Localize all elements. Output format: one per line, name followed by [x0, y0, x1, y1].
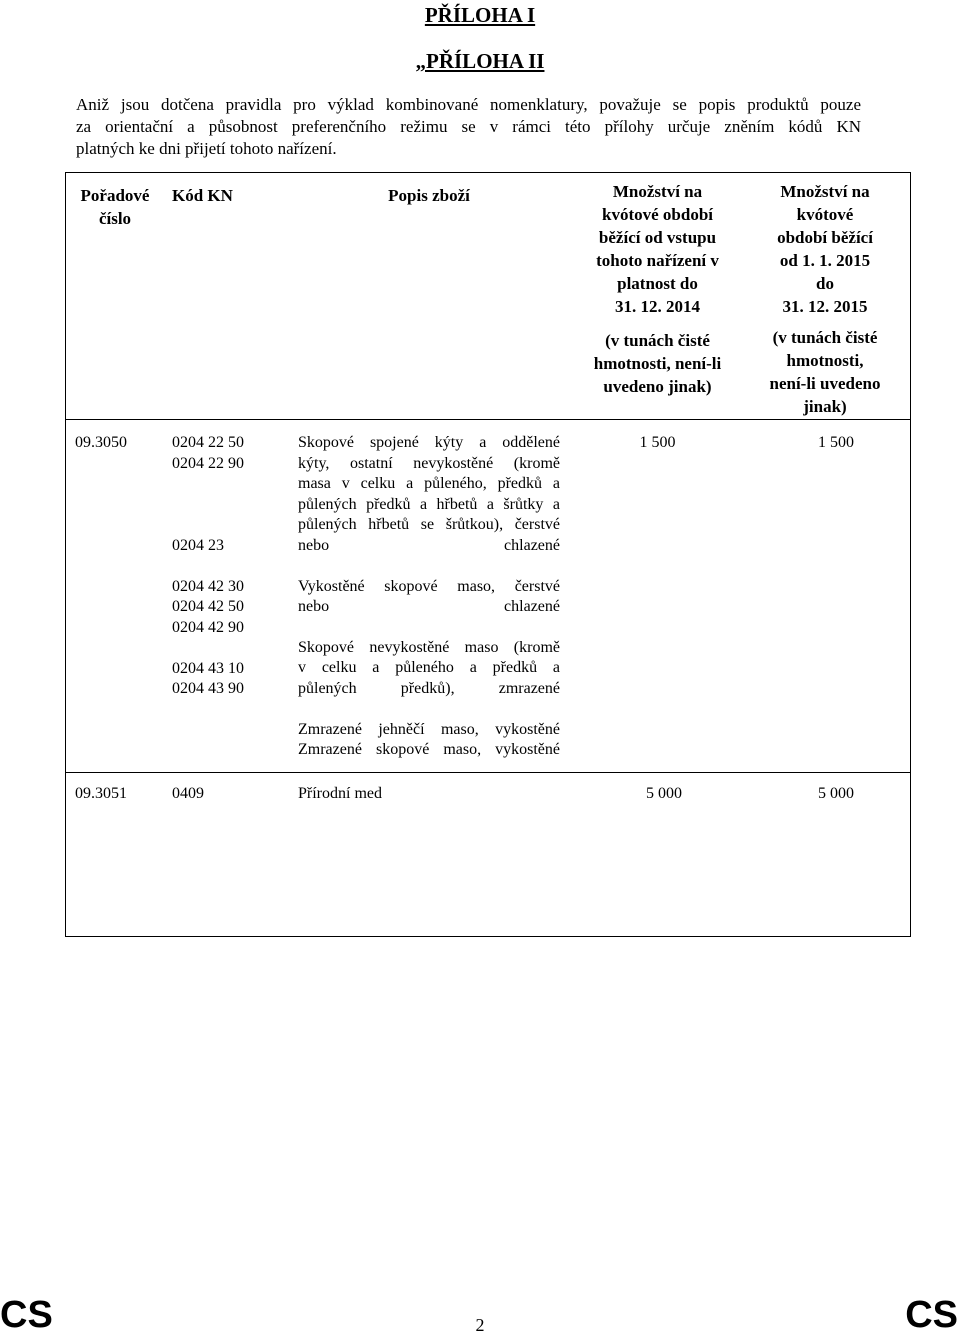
description-line: Zmrazené skopové maso, vykostěné — [298, 741, 560, 759]
row-cn-code: 0409 — [172, 785, 204, 802]
header-order-number — [70, 184, 160, 230]
description-line: půlených předků a hřbetů a šrůtky a — [298, 495, 560, 513]
description-line: nebo chlazené — [298, 598, 560, 616]
cn-code: 0204 42 30 — [172, 577, 244, 595]
description-line: masa v celku a půleného, předků a — [298, 475, 560, 493]
header-quantity-2014-line: běžící od vstupu — [598, 228, 717, 247]
row-description: Přírodní med — [298, 785, 382, 802]
cn-code-group — [172, 536, 282, 557]
cn-code-group — [172, 433, 282, 474]
description-group — [298, 433, 560, 557]
header-quantity-2014-line: 31. 12. 2014 — [615, 297, 700, 316]
cn-code: 0204 43 90 — [172, 680, 244, 698]
description-line: půlených předků), zmrazené — [298, 679, 560, 697]
header-quantity-2014-line: platnost do — [617, 274, 698, 293]
row-quantity-2014: 5 000 — [646, 785, 682, 802]
description-group — [298, 720, 560, 761]
header-quantity-2015 — [750, 180, 900, 418]
cn-code: 0204 22 50 — [172, 434, 244, 451]
footer-language-label-right: CS — [905, 1294, 958, 1336]
intro-line: platných ke dni přijetí tohoto nařízení. — [76, 139, 337, 158]
description-line: Vykostěné skopové maso, čerstvé — [298, 577, 560, 595]
header-quantity-2015-line: 31. 12. 2015 — [782, 297, 868, 316]
row-quantity-2015: 1 500 — [818, 434, 854, 451]
footer-language-label-left: CS — [0, 1294, 53, 1336]
row-order-number: 09.3051 — [75, 785, 127, 802]
header-quantity-2015-unit — [750, 326, 900, 418]
header-quantity-2014-line: Množství na — [612, 182, 703, 201]
header-unit-line: (v tunách čisté — [605, 331, 710, 350]
row-quantity-2015: 5 000 — [818, 785, 854, 802]
annex-title-1: PŘÍLOHA I — [424, 3, 536, 27]
description-line: v celku a půleného a předků a — [298, 659, 560, 677]
header-quantity-2015-line: do — [816, 274, 834, 293]
row-descriptions — [298, 433, 560, 761]
header-quantity-2015-line: období běžící — [777, 228, 873, 247]
header-quantity-2014-line: kvótové období — [602, 205, 713, 224]
intro-paragraph — [76, 94, 861, 160]
description-group — [298, 638, 560, 700]
cn-code: 0204 43 10 — [172, 659, 244, 677]
header-order-number-line: číslo — [98, 209, 132, 228]
description-line: Skopové nevykostěné maso (kromě — [298, 638, 560, 656]
header-description: Popis zboží — [388, 186, 470, 205]
row-cn-codes — [172, 433, 282, 700]
header-unit-line: jinak) — [803, 397, 847, 416]
cn-code: 0204 42 90 — [172, 618, 244, 636]
description-line: kýty, ostatní nevykostěné (kromě — [298, 454, 560, 472]
cn-code: 0204 42 50 — [172, 598, 244, 616]
header-quantity-2014-line: tohoto nařízení v — [596, 251, 719, 270]
description-line: Skopové spojené kýty a oddělené — [298, 434, 560, 451]
header-quantity-2014 — [570, 180, 745, 398]
header-cn-code: Kód KN — [172, 186, 233, 205]
cn-code-group — [172, 577, 282, 639]
header-unit-line: není-li uvedeno — [769, 374, 881, 393]
intro-line: za orientační a působnost preferenčního režimu se v rámci této přílohy určuje zněním kódů KN — [76, 117, 861, 136]
header-unit-line: hmotnosti, — [786, 351, 864, 370]
cn-code-group — [172, 659, 282, 700]
header-unit-line: hmotnosti, není-li — [593, 354, 722, 373]
header-order-number-line: Pořadové — [80, 186, 150, 205]
header-quantity-2015-line: od 1. 1. 2015 — [779, 251, 871, 270]
description-group — [298, 577, 560, 618]
description-line: nebo chlazené — [298, 536, 560, 554]
header-divider — [65, 419, 911, 420]
row-order-number: 09.3050 — [75, 434, 127, 451]
intro-line: Aniž jsou dotčena pravidla pro výklad kombinované nomenklatury, považuje se popis produktů pouze — [76, 95, 861, 114]
row-quantity-2014: 1 500 — [639, 434, 676, 451]
page-number: 2 — [475, 1315, 485, 1335]
annex-title-2: „PŘÍLOHA II — [415, 49, 545, 73]
row-divider — [65, 772, 911, 773]
header-unit-line: uvedeno jinak) — [603, 377, 712, 396]
header-quantity-2015-line: kvótové — [796, 205, 854, 224]
description-line: Zmrazené jehněčí maso, vykostěné — [298, 720, 560, 738]
cn-code: 0204 22 90 — [172, 454, 244, 472]
header-unit-line: (v tunách čisté — [772, 328, 878, 347]
description-line: půlených hřbetů se šrůtkou), čerstvé — [298, 516, 560, 534]
cn-code: 0204 23 — [172, 537, 224, 555]
header-quantity-2015-line: Množství na — [780, 182, 870, 201]
header-quantity-2014-unit — [570, 329, 745, 398]
